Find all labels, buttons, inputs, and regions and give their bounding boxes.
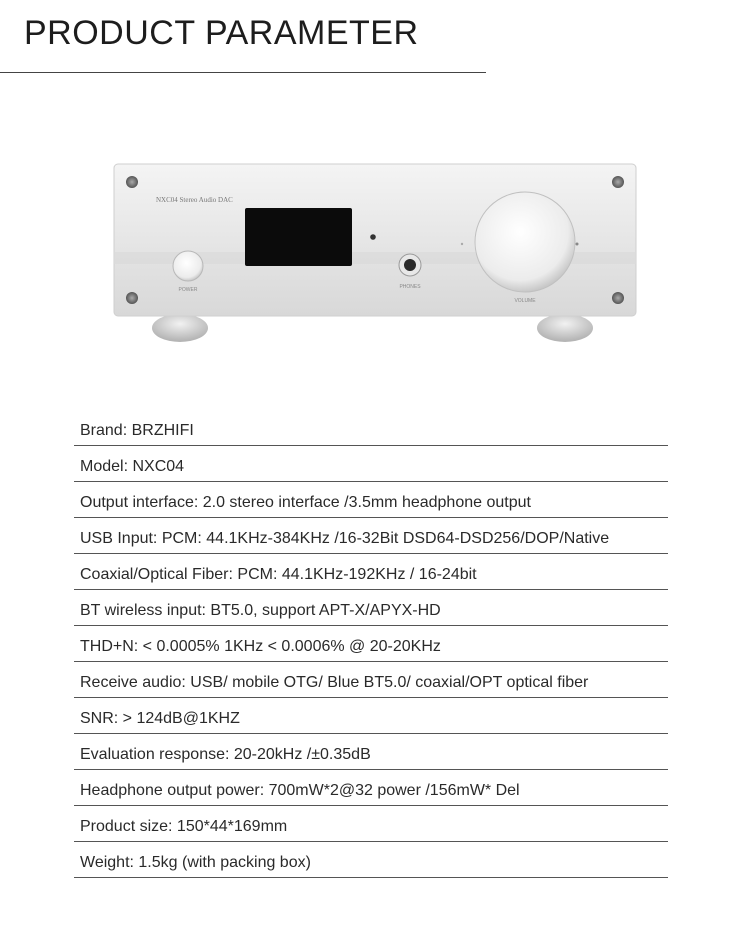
power-button-icon [173,251,203,281]
spec-row-model: Model: NXC04 [74,447,668,482]
led-indicator [370,234,376,240]
left-foot [152,314,208,342]
volume-knob-icon [475,192,575,292]
spec-row-thd: THD+N: < 0.0005% 1KHz < 0.0006% @ 20-20KHz [74,627,668,662]
page-title: PRODUCT PARAMETER [24,14,419,52]
volume-label: VOLUME [514,298,536,304]
dac-front-panel [110,160,640,350]
screw-icon [126,176,138,188]
spec-row-usb-input: USB Input: PCM: 44.1KHz-384KHz /16-32Bit DSD64-DSD256/DOP/Native [74,519,668,554]
spec-row-coaxial-optical: Coaxial/Optical Fiber: PCM: 44.1KHz-192KHz / 16-24bit [74,555,668,590]
power-label: POWER [178,287,198,293]
spec-row-product-size: Product size: 150*44*169mm [74,807,668,842]
spec-row-frequency-response: Evaluation response: 20-20kHz /±0.35dB [74,735,668,770]
spec-row-output-interface: Output interface: 2.0 stereo interface /3.5mm headphone output [74,483,668,518]
spec-row-weight: Weight: 1.5kg (with packing box) [74,843,668,878]
screw-icon [126,292,138,304]
display-screen [245,208,352,266]
screw-icon [612,176,624,188]
screw-icon [612,292,624,304]
right-foot [537,314,593,342]
spec-table [74,411,668,879]
product-image [110,160,640,350]
spec-row-receive-audio: Receive audio: USB/ mobile OTG/ Blue BT5.0/ coaxial/OPT optical fiber [74,663,668,698]
phones-label: PHONES [399,284,421,290]
spec-row-bt-input: BT wireless input: BT5.0, support APT-X/APYX-HD [74,591,668,626]
spec-row-brand: Brand: BRZHIFI [74,411,668,446]
front-label: NXC04 Stereo Audio DAC [156,196,233,204]
title-divider [0,72,486,73]
spec-row-headphone-power: Headphone output power: 700mW*2@32 power /156mW* Del [74,771,668,806]
spec-row-snr: SNR: > 124dB@1KHZ [74,699,668,734]
